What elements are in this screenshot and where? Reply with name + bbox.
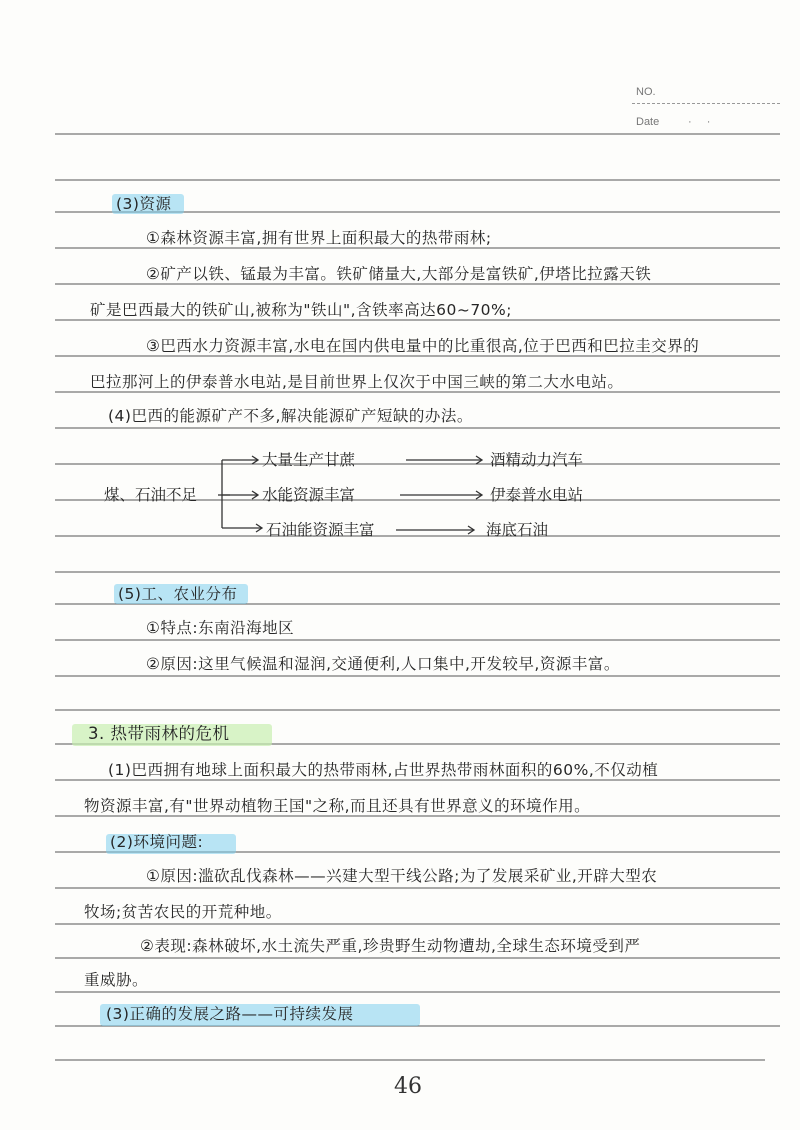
env-effect-a: ②表现:森林破坏,水土流失严重,珍贵野生动物遭劫,全球生态环境受到严 (140, 937, 641, 955)
rainforest-sustainable: (3)正确的发展之路——可持续发展 (106, 1005, 354, 1023)
heading-resources: (3)资源 (116, 195, 172, 213)
env-cause-b: 牧场;贫苦农民的开荒种地。 (84, 903, 282, 921)
resources-hydro-b: 巴拉那河上的伊泰普水电站,是目前世界上仅次于中国三峡的第二大水电站。 (90, 373, 624, 391)
header-date-dots: · · (688, 116, 717, 128)
heading-rainforest: 3. 热带雨林的危机 (88, 724, 230, 743)
heading-env-issues: (2)环境问题: (110, 833, 204, 851)
page-number: 46 (394, 1074, 422, 1099)
energy-result-2: 伊泰普水电站 (490, 486, 584, 504)
header-date-label: Date (636, 116, 660, 128)
energy-step-3: 石油能资源丰富 (266, 521, 375, 539)
energy-result-3: 海底石油 (486, 521, 549, 539)
env-cause-a: ①原因:滥砍乱伐森林——兴建大型干线公路;为了发展采矿业,开辟大型农 (146, 867, 658, 885)
distribution-reason: ②原因:这里气候温和湿润,交通便利,人口集中,开发较早,资源丰富。 (146, 655, 620, 673)
heading-distribution: (5)工、农业分布 (118, 585, 238, 603)
rainforest-p1b: 物资源丰富,有"世界动植物王国"之称,而且还具有世界意义的环境作用。 (84, 797, 591, 815)
env-effect-b: 重威胁。 (84, 971, 149, 989)
heading-energy: (4)巴西的能源矿产不多,解决能源矿产短缺的办法。 (108, 407, 473, 425)
rainforest-p1a: (1)巴西拥有地球上面积最大的热带雨林,占世界热带雨林面积的60%,不仅动植 (108, 761, 659, 779)
energy-step-1: 大量生产甘蔗 (262, 451, 356, 469)
resources-mineral-b: 矿是巴西最大的铁矿山,被称为"铁山",含铁率高达60~70%; (90, 301, 512, 319)
energy-result-1: 酒精动力汽车 (490, 451, 584, 469)
resources-hydro-a: ③巴西水力资源丰富,水电在国内供电量中的比重很高,位于巴西和巴拉圭交界的 (146, 337, 700, 355)
resources-mineral-a: ②矿产以铁、锰最为丰富。铁矿储量大,大部分是富铁矿,伊塔比拉露天铁 (146, 265, 652, 283)
distribution-feature: ①特点:东南沿海地区 (146, 619, 295, 637)
energy-step-2: 水能资源丰富 (262, 486, 356, 504)
resources-forest: ①森林资源丰富,拥有世界上面积最大的热带雨林; (146, 229, 492, 247)
header-no-label: NO. (636, 86, 656, 98)
energy-source: 煤、石油不足 (104, 486, 198, 504)
